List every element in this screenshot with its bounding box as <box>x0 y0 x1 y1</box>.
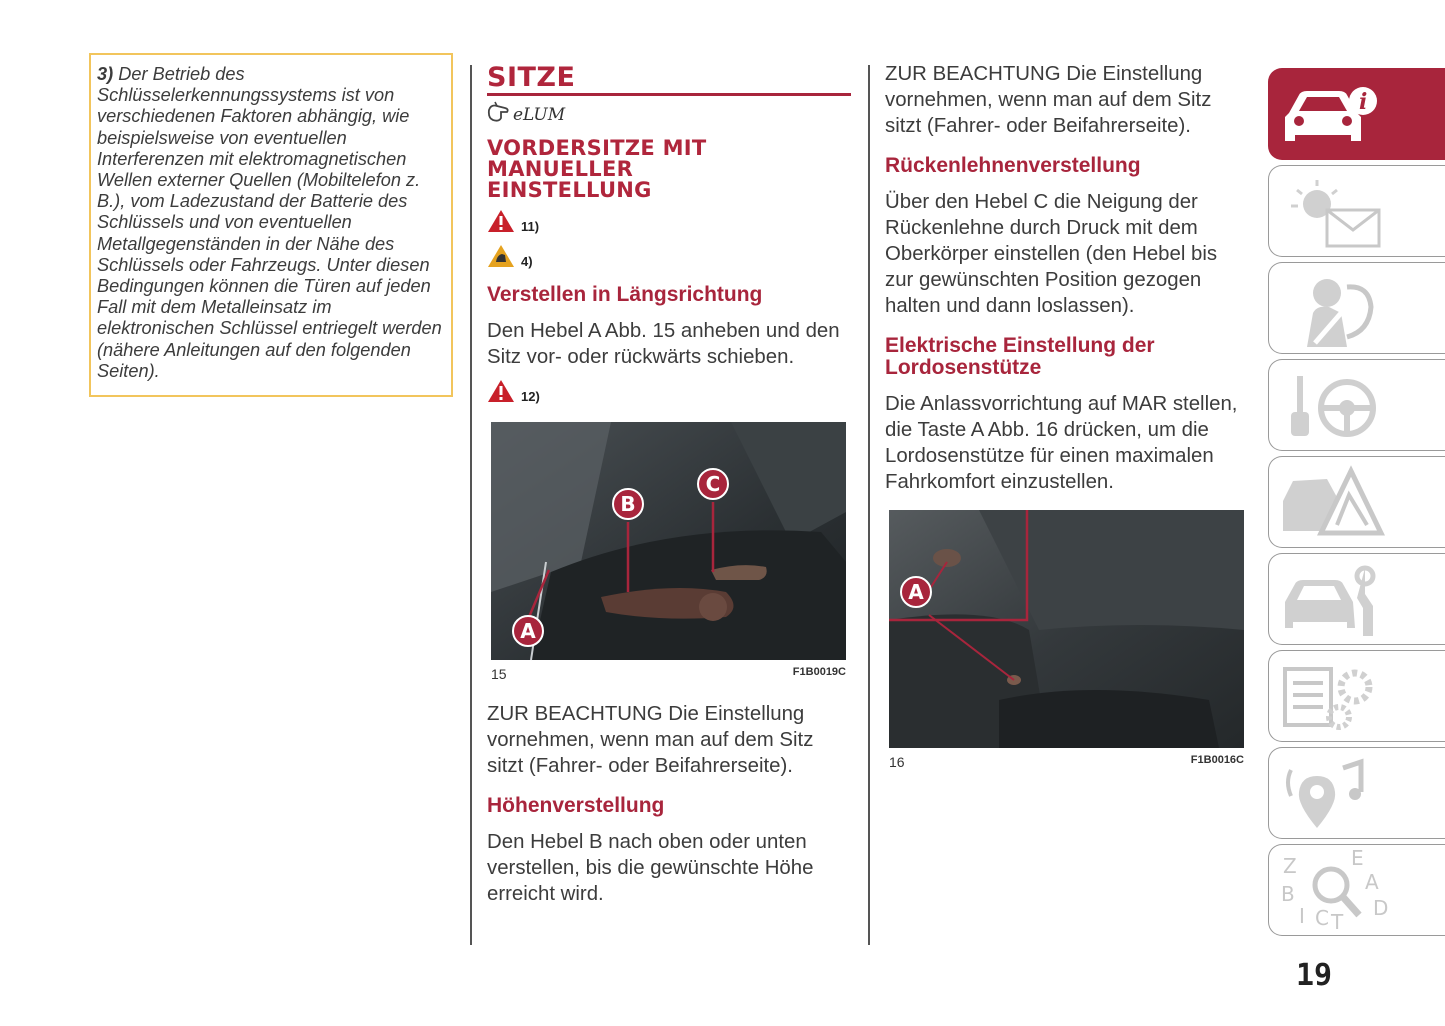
footnote-text: Der Betrieb des Schlüsselerkennungssystems ist von verschiedenen Faktoren abhängig, wie beispielsweise von eventuellen Interferenzen mit elektromagnetischen Wellen externer Quellen (Mobiltelefon z. B.), vom Ladezustand der Batterie des Schlüssels und von eventuellen Metallgegenständen in der Nähe des Schlüssels oder Fahrzeugs. Unter diesen Bedingungen können die Türen auf jeden Fall mit dem Metalleinsatz im elektronischen Schlüssel entriegelt werden (nähere Anleitungen auf den folgenden Seiten). <box>97 64 442 381</box>
seat-photo-16 <box>889 510 1244 748</box>
subsection-title: VORDERSITZE MIT MANUELLER EINSTELLUNG <box>487 136 707 202</box>
figure-16-lumbar-button <box>889 510 1244 748</box>
body-rueckenlehne: Über den Hebel C die Neigung der Rückenlehne durch Druck mit dem Oberkörper einstellen (den Hebel bis zur gewünschten Position gezogen halten und dann loslassen). <box>885 191 1218 317</box>
warning-row-1 <box>487 207 851 239</box>
danger-triangle-icon[interactable] <box>487 378 515 409</box>
figure-15-seat-levers <box>491 422 846 660</box>
alphabetical-index-icon <box>1277 846 1389 934</box>
figure-label-a: A <box>900 576 932 608</box>
warning-ref[interactable]: 4) <box>521 253 533 269</box>
tab-emergency[interactable] <box>1268 456 1445 548</box>
body-beachtung: ZUR BEACHTUNG Die Einstellung vornehmen, wenn man auf dem Sitz sitzt (Fahrer- oder Beifahrerseite). <box>487 703 814 777</box>
svg-text:Z: Z <box>1283 854 1297 878</box>
caution-triangle-icon[interactable] <box>487 243 515 274</box>
warning-ref[interactable]: 11) <box>521 218 540 234</box>
section-title: SITZE <box>487 62 576 93</box>
warning-row-3 <box>487 377 851 409</box>
technical-data-icon <box>1277 655 1387 739</box>
heading-rueckenlehne: Rückenlehnenverstellung <box>885 154 1141 177</box>
body-beachtung-right: ZUR BEACHTUNG Die Einstellung vornehmen, wenn man auf dem Sitz sitzt (Fahrer- oder Beifahrerseite). <box>885 63 1212 137</box>
seat-photo-15 <box>491 422 846 660</box>
svg-text:i: i <box>1359 89 1368 115</box>
warning-ref[interactable]: 12) <box>521 388 540 404</box>
svg-text:eLUM: eLUM <box>513 105 566 125</box>
right-column <box>885 61 1245 495</box>
svg-text:B: B <box>1281 882 1295 906</box>
figure-number: 15 <box>491 666 507 682</box>
lights-messages-icon <box>1277 170 1387 254</box>
warning-row-2 <box>487 242 851 274</box>
svg-text:E: E <box>1351 846 1364 870</box>
figure-label-b: B <box>612 488 644 520</box>
figure-label-c: C <box>697 468 729 500</box>
key-steering-wheel-icon <box>1277 364 1387 448</box>
column-divider-right <box>868 65 870 945</box>
tab-index[interactable] <box>1268 844 1445 936</box>
tab-technical-data[interactable] <box>1268 650 1445 742</box>
safety-airbag-icon <box>1277 267 1387 351</box>
svg-text:I: I <box>1299 904 1305 928</box>
tab-starting-driving[interactable] <box>1268 359 1445 451</box>
footnote-box <box>89 53 453 397</box>
figure-label-a: A <box>512 615 544 647</box>
tab-maintenance[interactable] <box>1268 553 1445 645</box>
figure-15-caption <box>491 666 846 682</box>
emergency-warning-icon <box>1277 461 1387 545</box>
tab-multimedia[interactable] <box>1268 747 1445 839</box>
figure-code: F1B0019C <box>792 666 846 678</box>
figure-16-caption <box>889 754 1244 770</box>
column-divider-left <box>470 65 472 945</box>
multimedia-icon <box>1277 752 1387 836</box>
middle-column-lower <box>487 701 851 907</box>
tab-safety[interactable] <box>1268 262 1445 354</box>
figure-code: F1B0016C <box>1190 754 1244 766</box>
heading-laengsrichtung: Verstellen in Längsrichtung <box>487 283 763 306</box>
body-laengsrichtung: Den Hebel A Abb. 15 anheben und den Sitz vor- oder rückwärts schieben. <box>487 320 840 368</box>
figure-number: 16 <box>889 754 905 770</box>
svg-text:D: D <box>1373 896 1389 920</box>
danger-triangle-icon[interactable] <box>487 208 515 239</box>
tab-lights-messages[interactable] <box>1268 165 1445 257</box>
tab-car-info[interactable] <box>1268 68 1445 160</box>
svg-text:C: C <box>1315 906 1329 930</box>
body-lordose: Die Anlassvorrichtung auf MAR stellen, die Taste A Abb. 16 drücken, um die Lordosenstütze für einen maximalen Fahrkomfort einzustellen. <box>885 393 1238 493</box>
svg-text:T: T <box>1331 910 1344 934</box>
elum-icon <box>487 100 851 130</box>
title-rule <box>487 93 851 96</box>
footnote-ref: 3) <box>97 64 114 84</box>
heading-hoehenverstellung: Höhenverstellung <box>487 794 665 817</box>
body-hoehenverstellung: Den Hebel B nach oben oder unten verstellen, bis die gewünschte Höhe erreicht wird. <box>487 831 814 905</box>
car-maintenance-icon <box>1277 558 1387 642</box>
middle-column <box>487 63 851 409</box>
car-info-icon <box>1277 73 1387 157</box>
svg-text:A: A <box>1365 870 1379 894</box>
page-number: 19 <box>1296 958 1333 993</box>
heading-lordose: Elektrische Einstellung der Lordosenstütze <box>885 334 1155 379</box>
